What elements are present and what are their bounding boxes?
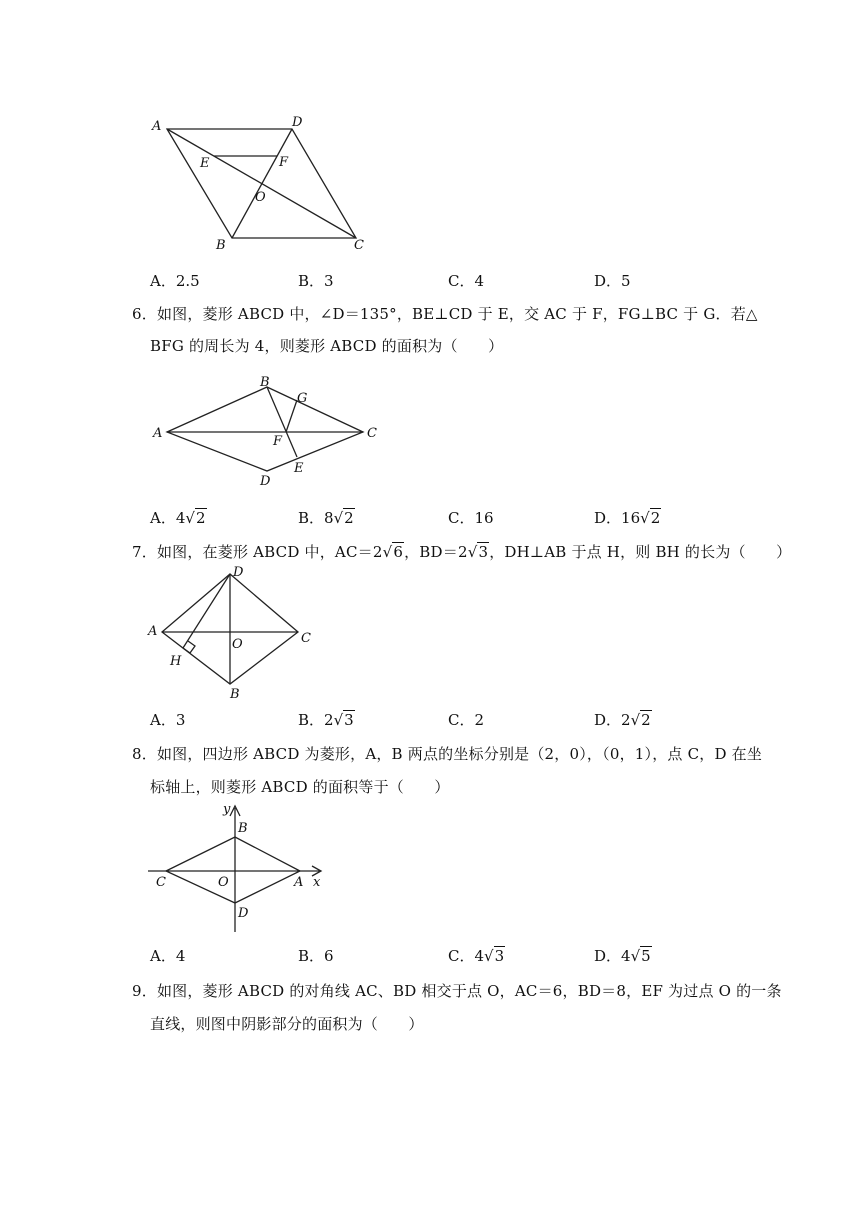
- q8-question-line2: 标轴上，则菱形 ABCD 的面积等于（ ）: [150, 778, 450, 796]
- q5-label-E: E: [200, 156, 210, 171]
- q7-option-a[interactable]: [150, 709, 185, 730]
- q5-label-A: A: [152, 119, 162, 134]
- q5-label-B: B: [216, 238, 226, 253]
- q6-option-d-radicand: 2: [650, 509, 661, 527]
- q7-option-a-prefix: A．: [150, 711, 176, 729]
- q8-label-A: A: [294, 875, 304, 890]
- q8-label-O: O: [218, 875, 229, 890]
- q6-label-B: B: [260, 375, 270, 390]
- q5-option-c[interactable]: C．4: [448, 272, 485, 290]
- q7-label-O: O: [232, 637, 243, 652]
- sqrt-symbol: √3: [467, 543, 489, 561]
- q6-option-d-coef: 16: [621, 509, 641, 527]
- q6-option-b-prefix: B．: [298, 509, 325, 527]
- q6-label-D: D: [260, 474, 271, 489]
- q6-option-d[interactable]: [594, 507, 661, 528]
- q6-option-a-prefix: A．: [150, 509, 176, 527]
- q5-label-C: C: [354, 238, 364, 253]
- sqrt-symbol: √6: [382, 543, 404, 561]
- q6-label-E: E: [294, 461, 304, 476]
- sqrt-symbol: √3: [484, 947, 505, 965]
- q7-option-b-prefix: B．: [298, 711, 325, 729]
- q8-option-d[interactable]: [594, 945, 652, 966]
- q7-option-d-radicand: 2: [641, 711, 651, 729]
- q7-figure: [140, 562, 330, 702]
- q8-figure: [140, 800, 340, 935]
- q7-text-part2: ，BD＝2: [404, 543, 468, 561]
- q9-question-line1: 9．如图，菱形 ABCD 的对角线 AC、BD 相交于点 O，AC＝6，BD＝8，EF 为过点 O 的一条: [132, 982, 782, 1000]
- q6-option-b-radicand: 2: [344, 509, 354, 527]
- q8-label-y: y: [223, 802, 231, 817]
- q6-label-A: A: [153, 426, 163, 441]
- q8-option-b[interactable]: [298, 945, 334, 966]
- q5-option-b[interactable]: B．3: [298, 272, 334, 290]
- q8-option-c-coef: 4: [474, 947, 485, 965]
- q7-label-C: C: [301, 631, 311, 646]
- q5-option-a[interactable]: A．2.5: [150, 272, 200, 290]
- q8-option-a-text: 4: [175, 947, 186, 965]
- q8-label-B: B: [238, 821, 248, 836]
- sqrt-symbol: √5: [630, 947, 651, 965]
- q8-option-d-coef: 4: [621, 947, 631, 965]
- q8-option-c[interactable]: [448, 945, 505, 966]
- q5-figure: [140, 110, 380, 255]
- q6-option-c-prefix: C．: [448, 509, 475, 527]
- q7-option-d[interactable]: [594, 709, 652, 730]
- q9-question-line2: 直线，则图中阴影部分的面积为（ ）: [150, 1015, 424, 1033]
- q8-option-c-prefix: C．: [448, 947, 475, 965]
- q8-option-b-prefix: B．: [298, 947, 325, 965]
- q7-label-D: D: [233, 565, 244, 580]
- sqrt-symbol: √2: [333, 509, 354, 527]
- q7-label-H: H: [170, 654, 182, 669]
- q6-label-C: C: [367, 426, 377, 441]
- sqrt-symbol: √2: [640, 509, 661, 527]
- q6-option-c-text: 16: [474, 509, 494, 527]
- q7-option-d-coef: 2: [621, 711, 631, 729]
- q6-option-b-coef: 8: [324, 509, 334, 527]
- q7-figure-lines: [162, 574, 298, 684]
- q8-option-d-radicand: 5: [641, 947, 651, 965]
- q7-option-c[interactable]: [448, 709, 484, 730]
- q6-option-d-prefix: D．: [594, 509, 622, 527]
- q6-option-a-radicand: 2: [195, 509, 206, 527]
- q7-option-b-coef: 2: [324, 711, 334, 729]
- q8-option-a-prefix: A．: [150, 947, 176, 965]
- q8-figure-lines: [148, 806, 321, 932]
- q8-label-x: x: [313, 875, 321, 890]
- q8-option-a[interactable]: [150, 945, 185, 966]
- q7-option-b-radicand: 3: [344, 711, 354, 729]
- q7-radicand-1: 6: [393, 543, 404, 561]
- q8-label-D: D: [238, 906, 249, 921]
- q7-text-part1: 7．如图，在菱形 ABCD 中，AC＝2: [132, 543, 383, 561]
- q7-label-A: A: [148, 624, 158, 639]
- q7-label-B: B: [230, 687, 240, 702]
- q7-option-d-prefix: D．: [594, 711, 622, 729]
- q6-option-a[interactable]: [150, 507, 207, 528]
- q8-question-line1: 8．如图，四边形 ABCD 为菱形，A，B 两点的坐标分别是（2，0），（0，1），点 C，D 在坐: [132, 745, 763, 763]
- q6-option-b[interactable]: [298, 507, 355, 528]
- sqrt-symbol: √3: [333, 711, 354, 729]
- q8-label-C: C: [156, 875, 166, 890]
- q6-option-a-coef: 4: [175, 509, 186, 527]
- q6-label-F: F: [273, 434, 283, 449]
- sqrt-symbol: √2: [630, 711, 651, 729]
- q8-option-b-text: 6: [324, 947, 334, 965]
- q6-question-line1: 6．如图，菱形 ABCD 中，∠D＝135°，BE⊥CD 于 E，交 AC 于 F，FG⊥BC 于 G．若△: [132, 305, 758, 323]
- q7-question-line1: [132, 541, 791, 562]
- q7-option-c-text: 2: [474, 711, 485, 729]
- q7-option-b[interactable]: [298, 709, 355, 730]
- q7-option-c-prefix: C．: [448, 711, 475, 729]
- q5-label-D: D: [292, 115, 303, 130]
- q5-figure-lines: [167, 129, 356, 238]
- q8-option-c-radicand: 3: [494, 947, 505, 965]
- q6-figure-lines: [167, 387, 363, 471]
- q6-option-c[interactable]: [448, 507, 494, 528]
- q8-option-d-prefix: D．: [594, 947, 622, 965]
- q7-option-a-text: 3: [175, 711, 186, 729]
- q6-label-G: G: [297, 391, 308, 406]
- q6-figure: [145, 370, 395, 490]
- q5-label-O: O: [255, 190, 266, 205]
- q5-label-F: F: [279, 155, 289, 170]
- q6-question-line2: BFG 的周长为 4，则菱形 ABCD 的面积为（ ）: [150, 337, 504, 355]
- sqrt-symbol: √2: [185, 509, 206, 527]
- q5-option-d[interactable]: D．5: [594, 272, 631, 290]
- q7-radicand-2: 3: [478, 543, 489, 561]
- q7-text-part3: ，DH⊥AB 于点 H，则 BH 的长为（ ）: [489, 543, 792, 561]
